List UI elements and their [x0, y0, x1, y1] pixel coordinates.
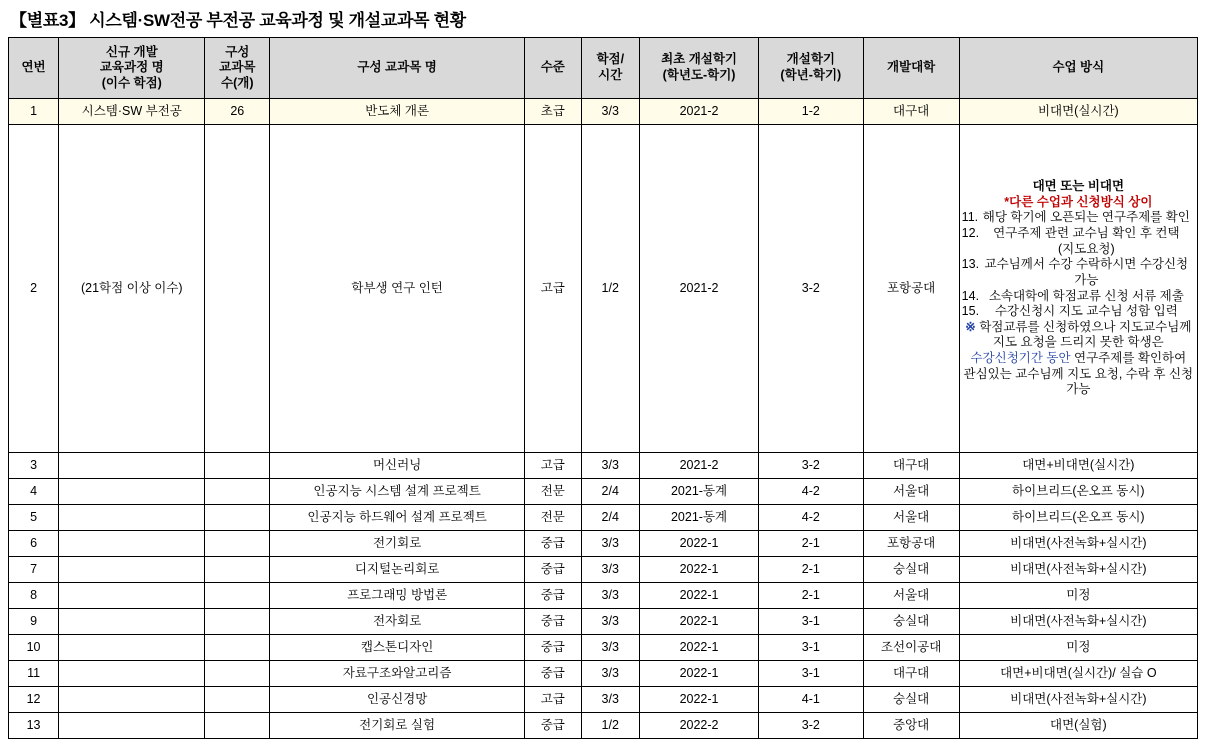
table-row — [9, 479, 1198, 505]
cell-course-count — [205, 453, 270, 479]
cell-open-term: 3-2 — [759, 453, 863, 479]
cell-method: 비대면(실시간) — [959, 99, 1197, 125]
cell-first-term: 2022-1 — [640, 635, 759, 661]
cell-course-name: 전자회로 — [270, 609, 525, 635]
cell-method: 비대면(사전녹화+실시간) — [959, 609, 1197, 635]
cell-open-term: 3-1 — [759, 661, 863, 687]
cell-first-term: 2021-동계 — [640, 505, 759, 531]
cell-course-name: 인공지능 시스템 설계 프로젝트 — [270, 479, 525, 505]
cell-open-term: 1-2 — [759, 99, 863, 125]
cell-no: 5 — [9, 505, 59, 531]
cell-curriculum: 시스템·SW 부전공 — [59, 99, 205, 125]
col-header-open-term: 개설학기 (학년-학기) — [759, 38, 863, 99]
cell-credit: 3/3 — [581, 635, 640, 661]
note-number: 11. — [961, 210, 979, 225]
cell-course-name: 자료구조와알고리즘 — [270, 661, 525, 687]
cell-level: 중급 — [525, 661, 581, 687]
cell-first-term: 2022-1 — [640, 583, 759, 609]
cell-curriculum — [59, 583, 205, 609]
col-header-credit: 학점/ 시간 — [581, 38, 640, 99]
cell-level: 고급 — [525, 125, 581, 453]
note-number: 12. — [961, 226, 980, 240]
cell-curriculum — [59, 479, 205, 505]
cell-no: 2 — [9, 125, 59, 453]
cell-course-count: 26 — [205, 99, 270, 125]
cell-credit: 3/3 — [581, 583, 640, 609]
cell-course-count — [205, 687, 270, 713]
note-text: 연구주제 관련 교수님 확인 후 컨택(지도요청) — [993, 226, 1180, 256]
col-header-curriculum: 신규 개발 교육과정 명 (이수 학점) — [59, 38, 205, 99]
cell-no: 7 — [9, 557, 59, 583]
cell-credit: 3/3 — [581, 661, 640, 687]
cell-open-term: 2-1 — [759, 583, 863, 609]
cell-method: 대면+비대면(실시간) — [959, 453, 1197, 479]
table-row — [9, 531, 1198, 557]
note-number: 13. — [961, 257, 980, 272]
cell-dev-univ: 대구대 — [863, 661, 959, 687]
cell-method: 비대면(사전녹화+실시간) — [959, 687, 1197, 713]
method-note-paragraph — [962, 320, 1195, 398]
cell-level: 중급 — [525, 713, 581, 739]
cell-curriculum: (21학점 이상 이수) — [59, 125, 205, 453]
method-note-item — [962, 304, 1195, 320]
cell-course-count — [205, 713, 270, 739]
cell-curriculum — [59, 687, 205, 713]
cell-first-term: 2022-1 — [640, 661, 759, 687]
cell-no: 3 — [9, 453, 59, 479]
cell-credit: 2/4 — [581, 479, 640, 505]
note-text: 소속대학에 학점교류 신청 서류 제출 — [988, 288, 1184, 303]
cell-course-count — [205, 557, 270, 583]
cell-course-name: 프로그래밍 방법론 — [270, 583, 525, 609]
cell-dev-univ: 숭실대 — [863, 609, 959, 635]
cell-credit: 3/3 — [581, 609, 640, 635]
cell-course-name: 학부생 연구 인턴 — [270, 125, 525, 453]
table-row — [9, 583, 1198, 609]
col-header-no: 연번 — [9, 38, 59, 99]
cell-credit: 3/3 — [581, 453, 640, 479]
table-row — [9, 687, 1198, 713]
table-row — [9, 505, 1198, 531]
cell-open-term: 4-1 — [759, 687, 863, 713]
note-text: 해당 학기에 오픈되는 연구주제를 확인 — [982, 210, 1190, 225]
cell-curriculum — [59, 557, 205, 583]
cell-course-count — [205, 583, 270, 609]
note-text: 수강신청시 지도 교수님 성함 입력 — [994, 304, 1178, 319]
cell-level: 중급 — [525, 583, 581, 609]
cell-curriculum — [59, 713, 205, 739]
cell-no: 9 — [9, 609, 59, 635]
note-paragraph-pre: 학점교류를 신청하였으나 지도교수님께 지도 요청을 드리지 못한 학생은 — [975, 319, 1192, 350]
cell-dev-univ: 서울대 — [863, 583, 959, 609]
cell-dev-univ: 포항공대 — [863, 125, 959, 453]
cell-first-term: 2021-동계 — [640, 479, 759, 505]
col-header-level: 수준 — [525, 38, 581, 99]
table-header-row — [9, 38, 1198, 99]
cell-level: 고급 — [525, 687, 581, 713]
method-notes-heading: 대면 또는 비대면 — [1032, 179, 1125, 194]
table-row — [9, 635, 1198, 661]
cell-level: 중급 — [525, 609, 581, 635]
cell-course-name: 반도체 개론 — [270, 99, 525, 125]
cell-open-term: 4-2 — [759, 505, 863, 531]
cell-credit: 3/3 — [581, 557, 640, 583]
cell-method: 하이브리드(온오프 동시) — [959, 479, 1197, 505]
cell-first-term: 2021-2 — [640, 99, 759, 125]
cell-dev-univ: 조선이공대 — [863, 635, 959, 661]
cell-method-notes — [959, 125, 1197, 453]
cell-credit: 2/4 — [581, 505, 640, 531]
table-row — [9, 609, 1198, 635]
col-header-course-name: 구성 교과목 명 — [270, 38, 525, 99]
cell-method: 비대면(사전녹화+실시간) — [959, 557, 1197, 583]
cell-credit: 1/2 — [581, 125, 640, 453]
cell-course-name: 머신러닝 — [270, 453, 525, 479]
note-paragraph-highlight: 수강신청기간 동안 — [970, 351, 1071, 365]
cell-curriculum — [59, 531, 205, 557]
note-number: 15. — [961, 304, 980, 319]
cell-credit: 1/2 — [581, 713, 640, 739]
col-header-method: 수업 방식 — [959, 38, 1197, 99]
table-row — [9, 453, 1198, 479]
cell-course-count — [205, 635, 270, 661]
note-number: 14. — [961, 288, 980, 303]
cell-method: 비대면(사전녹화+실시간) — [959, 531, 1197, 557]
cell-course-count — [205, 505, 270, 531]
cell-course-count — [205, 125, 270, 453]
cell-method: 미정 — [959, 583, 1197, 609]
page-title: 【별표3】 시스템·SW전공 부전공 교육과정 및 개설교과목 현황 — [10, 11, 466, 30]
method-note-item — [962, 226, 1195, 257]
cell-credit: 3/3 — [581, 531, 640, 557]
cell-no: 11 — [9, 661, 59, 687]
table-row — [9, 557, 1198, 583]
cell-open-term: 3-1 — [759, 609, 863, 635]
cell-open-term: 2-1 — [759, 531, 863, 557]
note-paragraph-post: 연구주제를 확인하여 관심있는 교수님께 지도 요청, 수락 후 신청 가능 — [963, 351, 1194, 397]
cell-open-term: 2-1 — [759, 557, 863, 583]
curriculum-table — [8, 37, 1198, 739]
cell-first-term: 2021-2 — [640, 453, 759, 479]
cell-dev-univ: 서울대 — [863, 479, 959, 505]
cell-first-term: 2022-1 — [640, 557, 759, 583]
col-header-dev-univ: 개발대학 — [863, 38, 959, 99]
cell-course-name: 캡스톤디자인 — [270, 635, 525, 661]
cell-credit: 3/3 — [581, 99, 640, 125]
cell-method: 대면+비대면(실시간)/ 실습 O — [959, 661, 1197, 687]
cell-first-term: 2022-1 — [640, 531, 759, 557]
method-note-item — [962, 210, 1195, 226]
table-row — [9, 661, 1198, 687]
cell-level: 전문 — [525, 505, 581, 531]
table-row — [9, 99, 1198, 125]
cell-course-count — [205, 531, 270, 557]
col-header-course-count: 구성 교과목 수(개) — [205, 38, 270, 99]
cell-course-name: 전기회로 실험 — [270, 713, 525, 739]
cell-course-name: 전기회로 — [270, 531, 525, 557]
cell-dev-univ: 중앙대 — [863, 713, 959, 739]
cell-level: 중급 — [525, 635, 581, 661]
cell-course-count — [205, 609, 270, 635]
method-notes-warning: *다른 수업과 신청방식 상이 — [1004, 194, 1153, 209]
cell-curriculum — [59, 609, 205, 635]
cell-course-name: 디지털논리회로 — [270, 557, 525, 583]
cell-curriculum — [59, 453, 205, 479]
cell-no: 4 — [9, 479, 59, 505]
cell-method: 미정 — [959, 635, 1197, 661]
cell-dev-univ: 숭실대 — [863, 557, 959, 583]
method-note-item — [962, 257, 1195, 288]
cell-first-term: 2022-2 — [640, 713, 759, 739]
cell-level: 고급 — [525, 453, 581, 479]
cell-credit: 3/3 — [581, 687, 640, 713]
cell-no: 13 — [9, 713, 59, 739]
cell-no: 12 — [9, 687, 59, 713]
cell-dev-univ: 서울대 — [863, 505, 959, 531]
table-row — [9, 713, 1198, 739]
table-row — [9, 125, 1198, 453]
cell-dev-univ: 대구대 — [863, 99, 959, 125]
cell-method: 대면(실험) — [959, 713, 1197, 739]
cell-course-name: 인공지능 하드웨어 설계 프로젝트 — [270, 505, 525, 531]
cell-no: 8 — [9, 583, 59, 609]
cell-level: 중급 — [525, 531, 581, 557]
cell-open-term: 3-1 — [759, 635, 863, 661]
cell-curriculum — [59, 661, 205, 687]
cell-dev-univ: 포항공대 — [863, 531, 959, 557]
cell-course-count — [205, 479, 270, 505]
cell-no: 10 — [9, 635, 59, 661]
cell-open-term: 3-2 — [759, 713, 863, 739]
cell-level: 전문 — [525, 479, 581, 505]
cell-level: 중급 — [525, 557, 581, 583]
cell-dev-univ: 대구대 — [863, 453, 959, 479]
cell-curriculum — [59, 635, 205, 661]
cell-course-name: 인공신경망 — [270, 687, 525, 713]
cell-first-term: 2021-2 — [640, 125, 759, 453]
cell-course-count — [205, 661, 270, 687]
cell-first-term: 2022-1 — [640, 609, 759, 635]
cell-no: 1 — [9, 99, 59, 125]
cell-open-term: 4-2 — [759, 479, 863, 505]
note-symbol-icon: ※ — [965, 319, 976, 334]
cell-level: 초급 — [525, 99, 581, 125]
cell-no: 6 — [9, 531, 59, 557]
cell-open-term: 3-2 — [759, 125, 863, 453]
note-text: 교수님께서 수강 수락하시면 수강신청 가능 — [984, 257, 1189, 287]
cell-dev-univ: 숭실대 — [863, 687, 959, 713]
method-note-item — [962, 289, 1195, 305]
cell-method: 하이브리드(온오프 동시) — [959, 505, 1197, 531]
cell-curriculum — [59, 505, 205, 531]
col-header-first-term: 최초 개설학기 (학년도-학기) — [640, 38, 759, 99]
cell-first-term: 2022-1 — [640, 687, 759, 713]
